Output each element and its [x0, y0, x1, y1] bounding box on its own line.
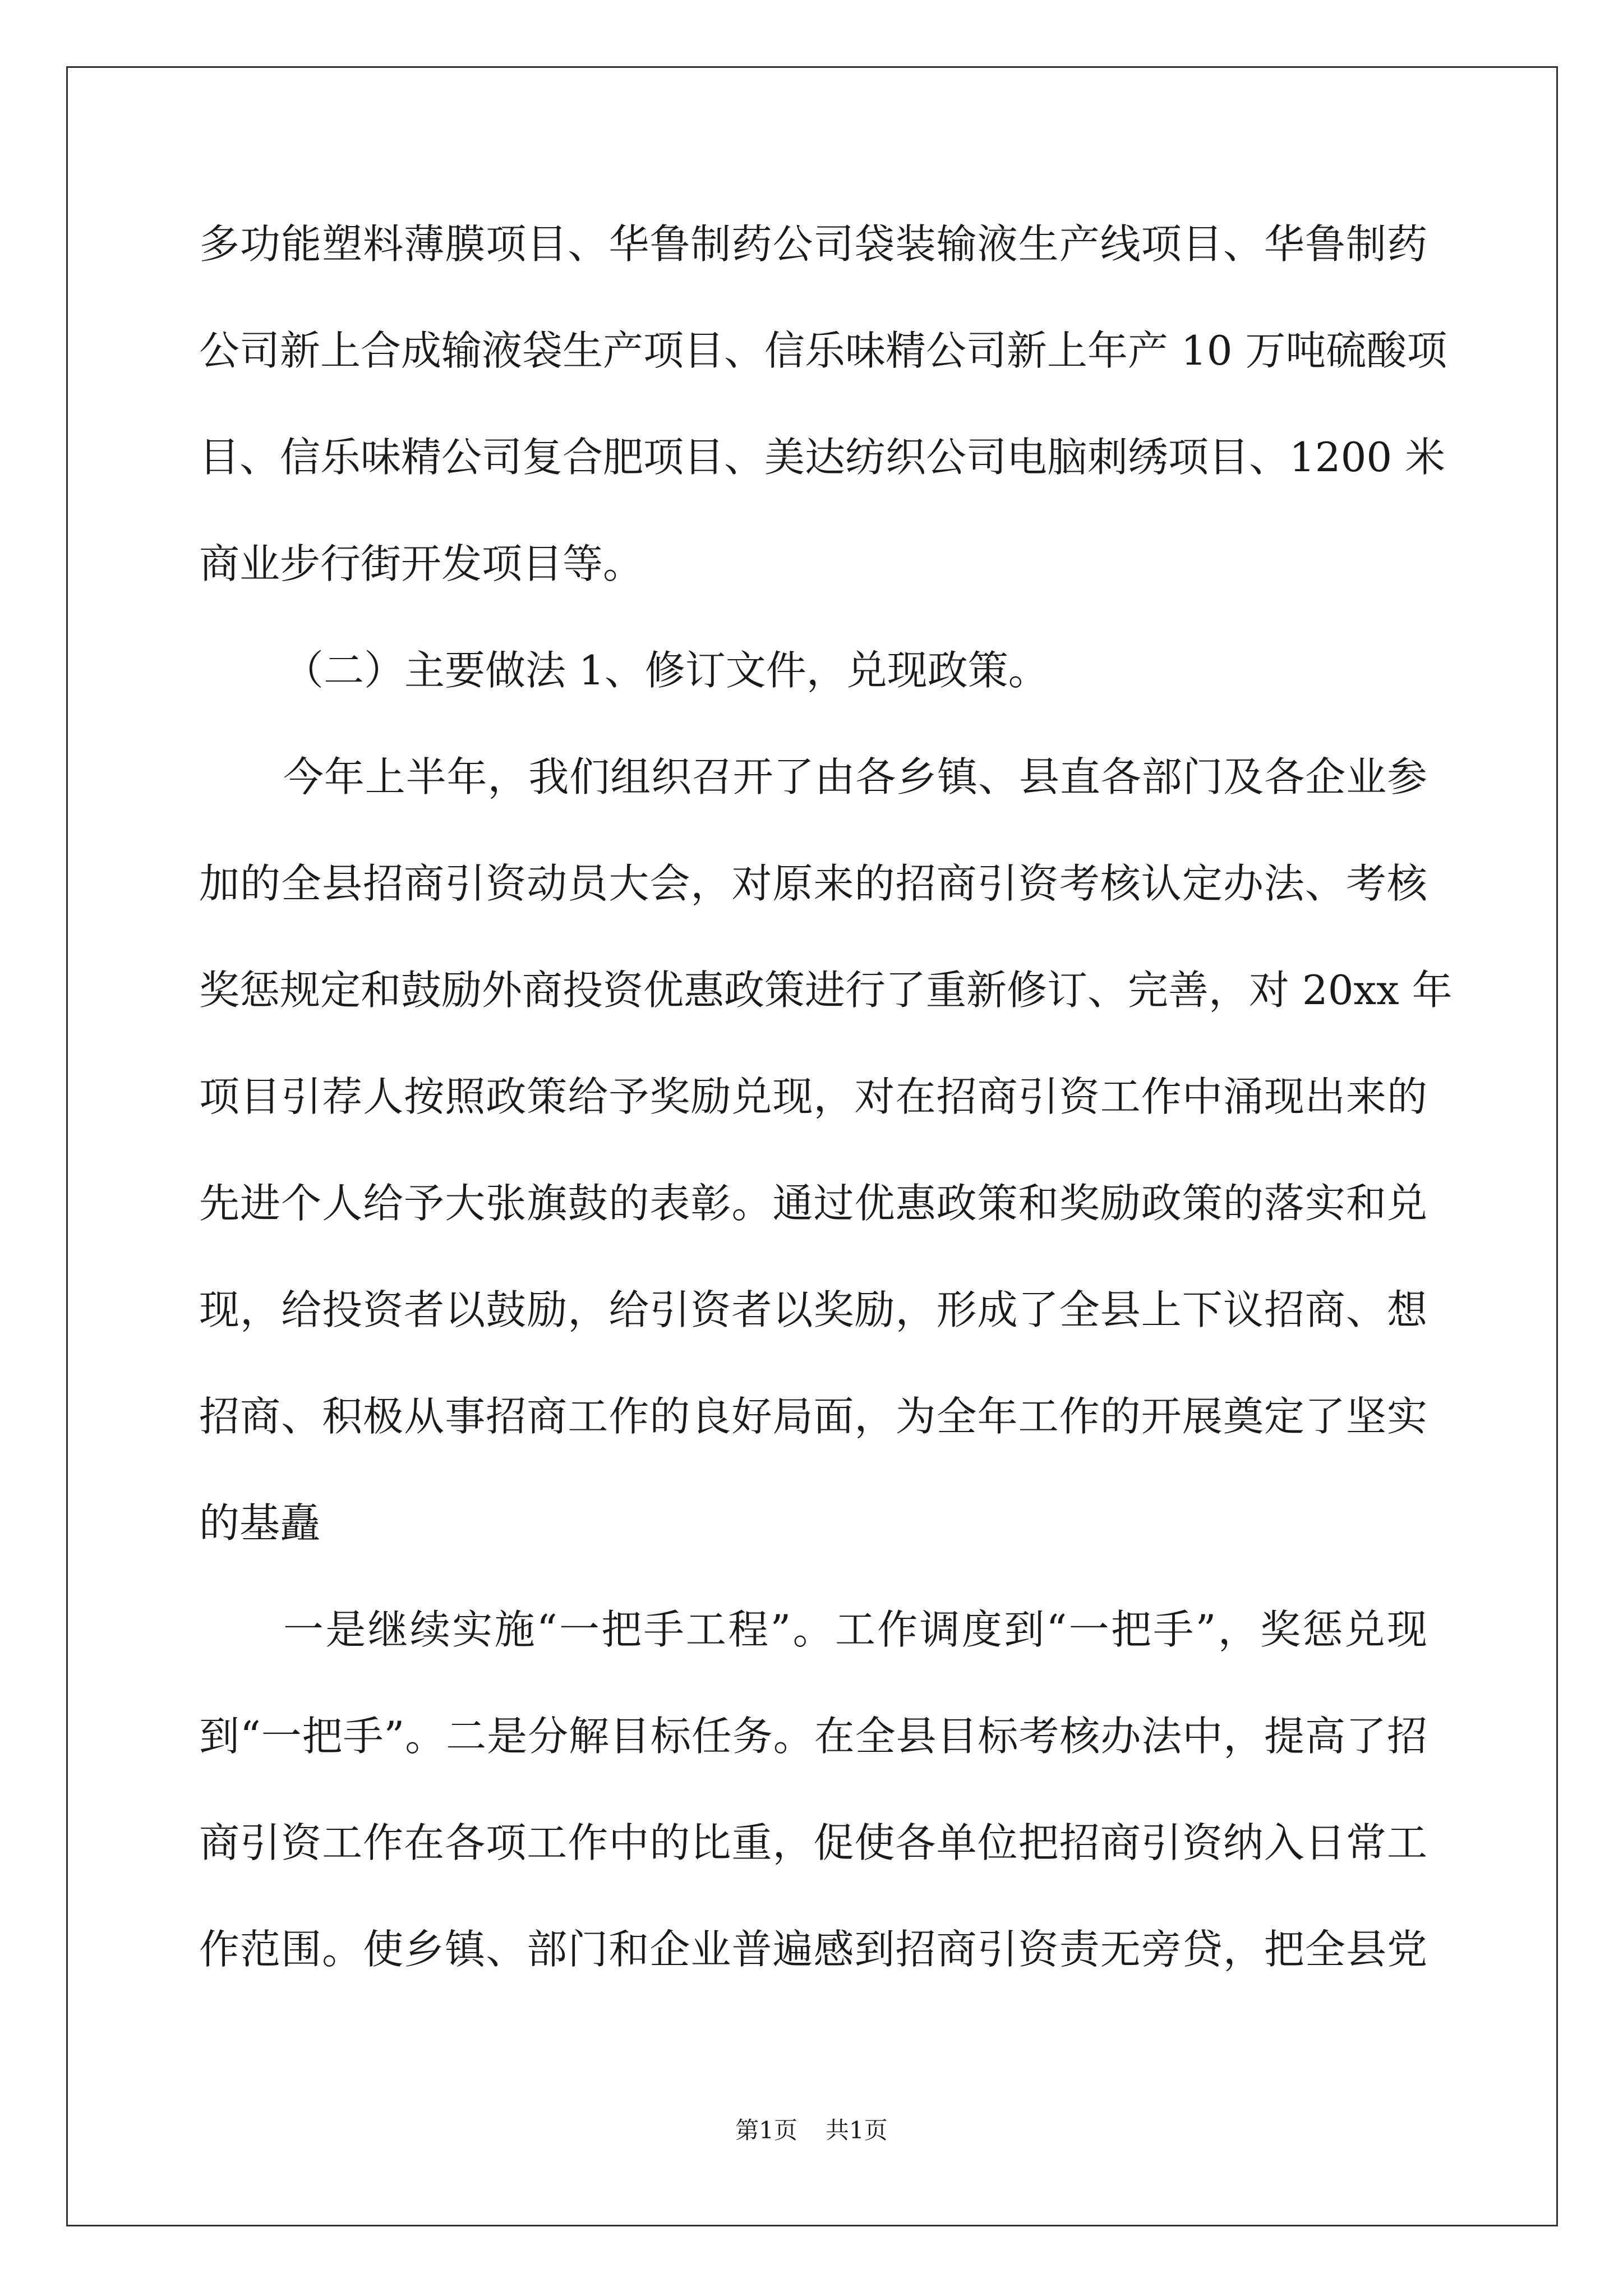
text-line: 商引资工作在各项工作中的比重，促使各单位把招商引资纳入日常工: [199, 1819, 1427, 1866]
text-line: 招商、积极从事招商工作的良好局面，为全年工作的开展奠定了坚实: [199, 1393, 1427, 1440]
text-line: 今年上半年，我们组织召开了由各乡镇、县直各部门及各企业参: [283, 753, 1427, 800]
section-heading: （二）主要做法 1、修订文件，兑现政策。: [283, 647, 1049, 694]
text-line: 公司新上合成输液袋生产项目、信乐味精公司新上年产 10 万吨硫酸项: [199, 327, 1447, 374]
text-line: 作范围。使乡镇、部门和企业普遍感到招商引资责无旁贷，把全县党: [199, 1926, 1427, 1973]
text-line: 多功能塑料薄膜项目、华鲁制药公司袋装输液生产线项目、华鲁制药: [199, 220, 1427, 268]
document-body: [199, 191, 1453, 2003]
text-line: 商业步行街开发项目等。: [199, 540, 644, 587]
text-line: 的基矗: [199, 1499, 321, 1547]
text-line: 加的全县招商引资动员大会，对原来的招商引资考核认定办法、考核: [199, 860, 1427, 907]
text-line: 先进个人给予大张旗鼓的表彰。通过优惠政策和奖励政策的落实和兑: [199, 1180, 1427, 1227]
page-footer: [0, 2114, 1623, 2147]
text-line: 奖惩规定和鼓励外商投资优惠政策进行了重新修订、完善，对 20xx 年: [199, 967, 1453, 1014]
text-line: 目、信乐味精公司复合肥项目、美达纺织公司电脑刺绣项目、1200 米: [199, 434, 1446, 481]
text-line: 一是继续实施“一把手工程”。工作调度到“一把手”，奖惩兑现: [283, 1606, 1427, 1653]
page-total: 共1页: [826, 2116, 888, 2144]
text-line: 项目引荐人按照政策给予奖励兑现，对在招商引资工作中涌现出来的: [199, 1073, 1427, 1120]
text-line: 到“一把手”。二是分解目标任务。在全县目标考核办法中，提高了招: [199, 1713, 1427, 1760]
text-line: 现，给投资者以鼓励，给引资者以奖励，形成了全县上下议招商、想: [199, 1286, 1427, 1333]
page-number: 第1页: [735, 2116, 797, 2144]
